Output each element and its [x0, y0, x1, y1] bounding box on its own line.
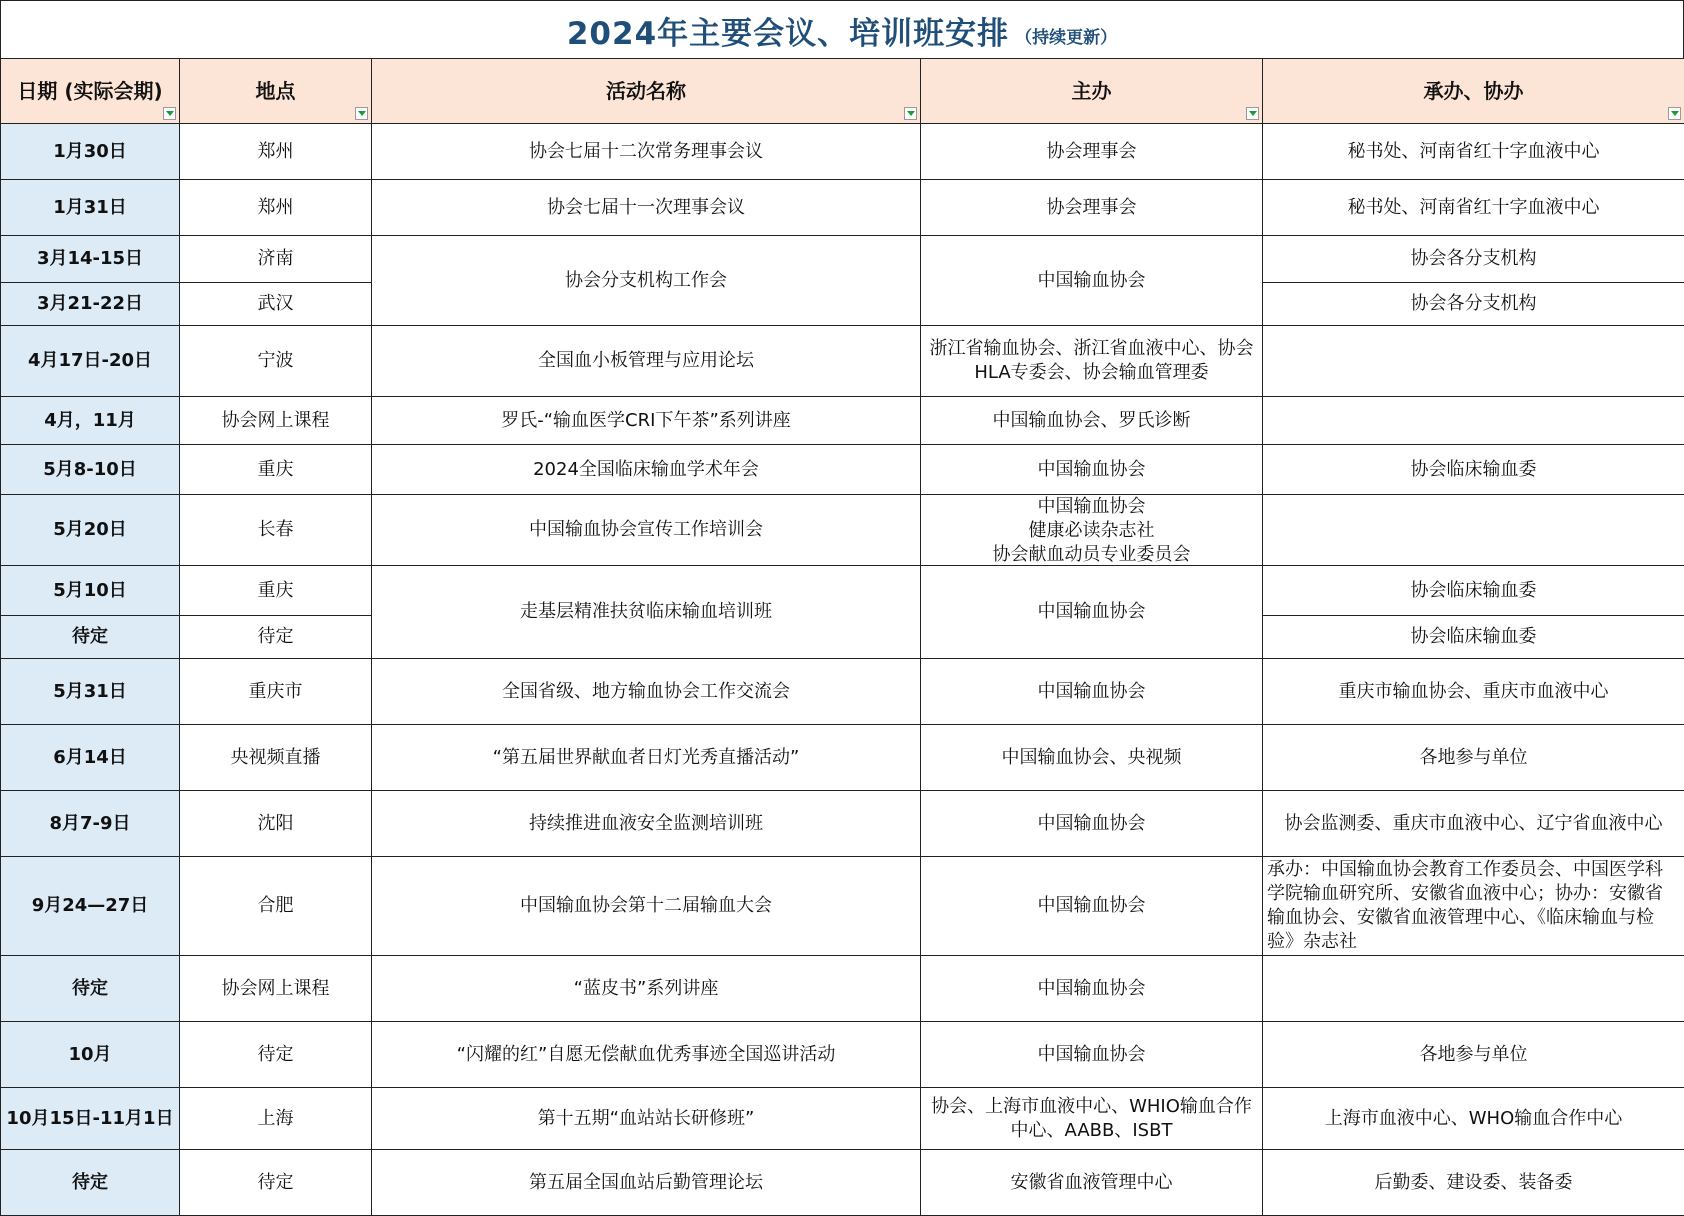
cell-co-host[interactable]: 各地参与单位	[1263, 1022, 1684, 1088]
cell-date[interactable]: 5月20日	[1, 495, 180, 566]
cell-date[interactable]: 5月8-10日	[1, 445, 180, 495]
table-row	[1, 956, 1684, 1022]
header-row	[1, 59, 1684, 124]
header-label: 日期 (实际会期)	[17, 79, 162, 103]
cell-event[interactable]: 中国输血协会第十二届输血大会	[372, 857, 921, 956]
filter-dropdown-icon[interactable]	[163, 107, 176, 120]
table-row	[1, 1150, 1684, 1216]
cell-host[interactable]: 中国输血协会	[921, 236, 1263, 326]
header-date	[1, 59, 180, 124]
cell-place[interactable]: 待定	[180, 1150, 372, 1216]
cell-co-host[interactable]: 承办：中国输血协会教育工作委员会、中国医学科学院输血研究所、安徽省血液中心；协办：安徽省输血协会、安徽省血液管理中心、《临床输血与检验》杂志社	[1263, 857, 1684, 956]
header-co-host	[1263, 59, 1684, 124]
cell-date[interactable]: 8月7-9日	[1, 791, 180, 857]
cell-host[interactable]: 中国输血协会	[921, 1022, 1263, 1088]
cell-event[interactable]: 中国输血协会宣传工作培训会	[372, 495, 921, 566]
table-row	[1, 566, 1684, 616]
cell-event[interactable]: 走基层精准扶贫临床输血培训班	[372, 566, 921, 659]
cell-date[interactable]: 10月15日-11月1日	[1, 1088, 180, 1150]
cell-place[interactable]: 长春	[180, 495, 372, 566]
cell-host[interactable]: 协会理事会	[921, 124, 1263, 180]
cell-host[interactable]: 中国输血协会	[921, 445, 1263, 495]
filter-dropdown-icon[interactable]	[1668, 107, 1681, 120]
cell-co-host[interactable]	[1263, 956, 1684, 1022]
header-label: 活动名称	[606, 79, 686, 103]
table-row	[1, 791, 1684, 857]
cell-event[interactable]: 协会七届十一次理事会议	[372, 180, 921, 236]
cell-event[interactable]: 第十五期“血站站长研修班”	[372, 1088, 921, 1150]
cell-place[interactable]: 协会网上课程	[180, 397, 372, 445]
cell-event[interactable]: 全国血小板管理与应用论坛	[372, 326, 921, 397]
cell-place[interactable]: 重庆市	[180, 659, 372, 725]
cell-place[interactable]: 待定	[180, 616, 372, 659]
table-row	[1, 1022, 1684, 1088]
cell-co-host[interactable]: 协会临床输血委	[1263, 616, 1684, 659]
cell-host[interactable]: 浙江省输血协会、浙江省血液中心、协会HLA专委会、协会输血管理委	[921, 326, 1263, 397]
header-place	[180, 59, 372, 124]
cell-event[interactable]: 罗氏-“输血医学CRI下午茶”系列讲座	[372, 397, 921, 445]
header-event	[372, 59, 921, 124]
cell-place[interactable]: 沈阳	[180, 791, 372, 857]
title-main: 2024年主要会议、培训班安排	[567, 8, 1009, 53]
cell-co-host[interactable]: 各地参与单位	[1263, 725, 1684, 791]
header-label: 主办	[1072, 79, 1112, 103]
cell-host[interactable]: 中国输血协会	[921, 791, 1263, 857]
filter-dropdown-icon[interactable]	[355, 107, 368, 120]
cell-date[interactable]: 3月14-15日	[1, 236, 180, 283]
cell-date[interactable]: 4月17日-20日	[1, 326, 180, 397]
cell-host[interactable]: 安徽省血液管理中心	[921, 1150, 1263, 1216]
cell-date[interactable]: 待定	[1, 1150, 180, 1216]
cell-event[interactable]: 持续推进血液安全监测培训班	[372, 791, 921, 857]
table-row	[1, 659, 1684, 725]
cell-place[interactable]: 待定	[180, 1022, 372, 1088]
table-row	[1, 124, 1684, 180]
cell-host[interactable]: 中国输血协会	[921, 566, 1263, 659]
cell-host[interactable]: 协会理事会	[921, 180, 1263, 236]
cell-place[interactable]: 武汉	[180, 283, 372, 326]
host-line: 健康必读杂志社	[925, 519, 1258, 543]
cell-date[interactable]: 6月14日	[1, 725, 180, 791]
cell-co-host[interactable]: 上海市血液中心、WHO输血合作中心	[1263, 1088, 1684, 1150]
cell-event[interactable]: “蓝皮书”系列讲座	[372, 956, 921, 1022]
cell-date[interactable]: 4月，11月	[1, 397, 180, 445]
cell-place[interactable]: 重庆	[180, 566, 372, 616]
cell-place[interactable]: 重庆	[180, 445, 372, 495]
cell-date[interactable]: 3月21-22日	[1, 283, 180, 326]
table-row	[1, 1088, 1684, 1150]
cell-date[interactable]: 5月31日	[1, 659, 180, 725]
header-host	[921, 59, 1263, 124]
filter-dropdown-icon[interactable]	[1246, 107, 1259, 120]
cell-co-host[interactable]: 协会各分支机构	[1263, 236, 1684, 283]
table-row	[1, 326, 1684, 397]
cell-co-host[interactable]: 秘书处、河南省红十字血液中心	[1263, 180, 1684, 236]
cell-date[interactable]: 9月24—27日	[1, 857, 180, 956]
cell-host[interactable]: 中国输血协会、罗氏诊断	[921, 397, 1263, 445]
cell-host[interactable]	[921, 495, 1263, 566]
cell-place[interactable]: 合肥	[180, 857, 372, 956]
cell-date[interactable]: 5月10日	[1, 566, 180, 616]
cell-co-host[interactable]	[1263, 326, 1684, 397]
cell-date[interactable]: 1月31日	[1, 180, 180, 236]
cell-co-host[interactable]	[1263, 397, 1684, 445]
title-sub: （持续更新）	[1015, 23, 1117, 48]
cell-place[interactable]: 济南	[180, 236, 372, 283]
cell-event[interactable]: 协会分支机构工作会	[372, 236, 921, 326]
table-row	[1, 180, 1684, 236]
cell-place[interactable]: 协会网上课程	[180, 956, 372, 1022]
host-line: 协会献血动员专业委员会	[925, 543, 1258, 565]
cell-date[interactable]: 1月30日	[1, 124, 180, 180]
cell-event[interactable]: 全国省级、地方输血协会工作交流会	[372, 659, 921, 725]
cell-co-host[interactable]: 协会临床输血委	[1263, 566, 1684, 616]
header-label: 地点	[256, 79, 296, 103]
cell-co-host[interactable]: 重庆市输血协会、重庆市血液中心	[1263, 659, 1684, 725]
cell-host[interactable]: 中国输血协会	[921, 857, 1263, 956]
table-row	[1, 857, 1684, 956]
header-label: 承办、协办	[1424, 79, 1524, 103]
cell-place[interactable]: 上海	[180, 1088, 372, 1150]
cell-date[interactable]: 待定	[1, 956, 180, 1022]
table-row	[1, 397, 1684, 445]
cell-place[interactable]: 央视频直播	[180, 725, 372, 791]
filter-dropdown-icon[interactable]	[904, 107, 917, 120]
cell-event[interactable]: “第五届世界献血者日灯光秀直播活动”	[372, 725, 921, 791]
schedule-table	[0, 58, 1684, 1216]
table-row	[1, 445, 1684, 495]
cell-co-host[interactable]	[1263, 495, 1684, 566]
cell-event[interactable]: “闪耀的红”自愿无偿献血优秀事迹全国巡讲活动	[372, 1022, 921, 1088]
table-row	[1, 495, 1684, 566]
cell-event[interactable]: 协会七届十二次常务理事会议	[372, 124, 921, 180]
cell-host[interactable]: 中国输血协会	[921, 659, 1263, 725]
cell-host[interactable]: 协会、上海市血液中心、WHIO输血合作中心、AABB、ISBT	[921, 1088, 1263, 1150]
host-line: 中国输血协会	[925, 495, 1258, 519]
cell-date[interactable]: 待定	[1, 616, 180, 659]
cell-place[interactable]: 郑州	[180, 124, 372, 180]
cell-co-host[interactable]: 协会临床输血委	[1263, 445, 1684, 495]
cell-host[interactable]: 中国输血协会、央视频	[921, 725, 1263, 791]
cell-place[interactable]: 宁波	[180, 326, 372, 397]
cell-place[interactable]: 郑州	[180, 180, 372, 236]
sheet-title	[0, 0, 1684, 59]
table-row	[1, 725, 1684, 791]
cell-co-host[interactable]: 后勤委、建设委、装备委	[1263, 1150, 1684, 1216]
cell-date[interactable]: 10月	[1, 1022, 180, 1088]
cell-co-host[interactable]: 秘书处、河南省红十字血液中心	[1263, 124, 1684, 180]
cell-event[interactable]: 2024全国临床输血学术年会	[372, 445, 921, 495]
table-row	[1, 236, 1684, 283]
cell-co-host[interactable]: 协会监测委、重庆市血液中心、辽宁省血液中心	[1263, 791, 1684, 857]
host-lines	[925, 495, 1258, 565]
cell-co-host[interactable]: 协会各分支机构	[1263, 283, 1684, 326]
cell-event[interactable]: 第五届全国血站后勤管理论坛	[372, 1150, 921, 1216]
cell-host[interactable]: 中国输血协会	[921, 956, 1263, 1022]
